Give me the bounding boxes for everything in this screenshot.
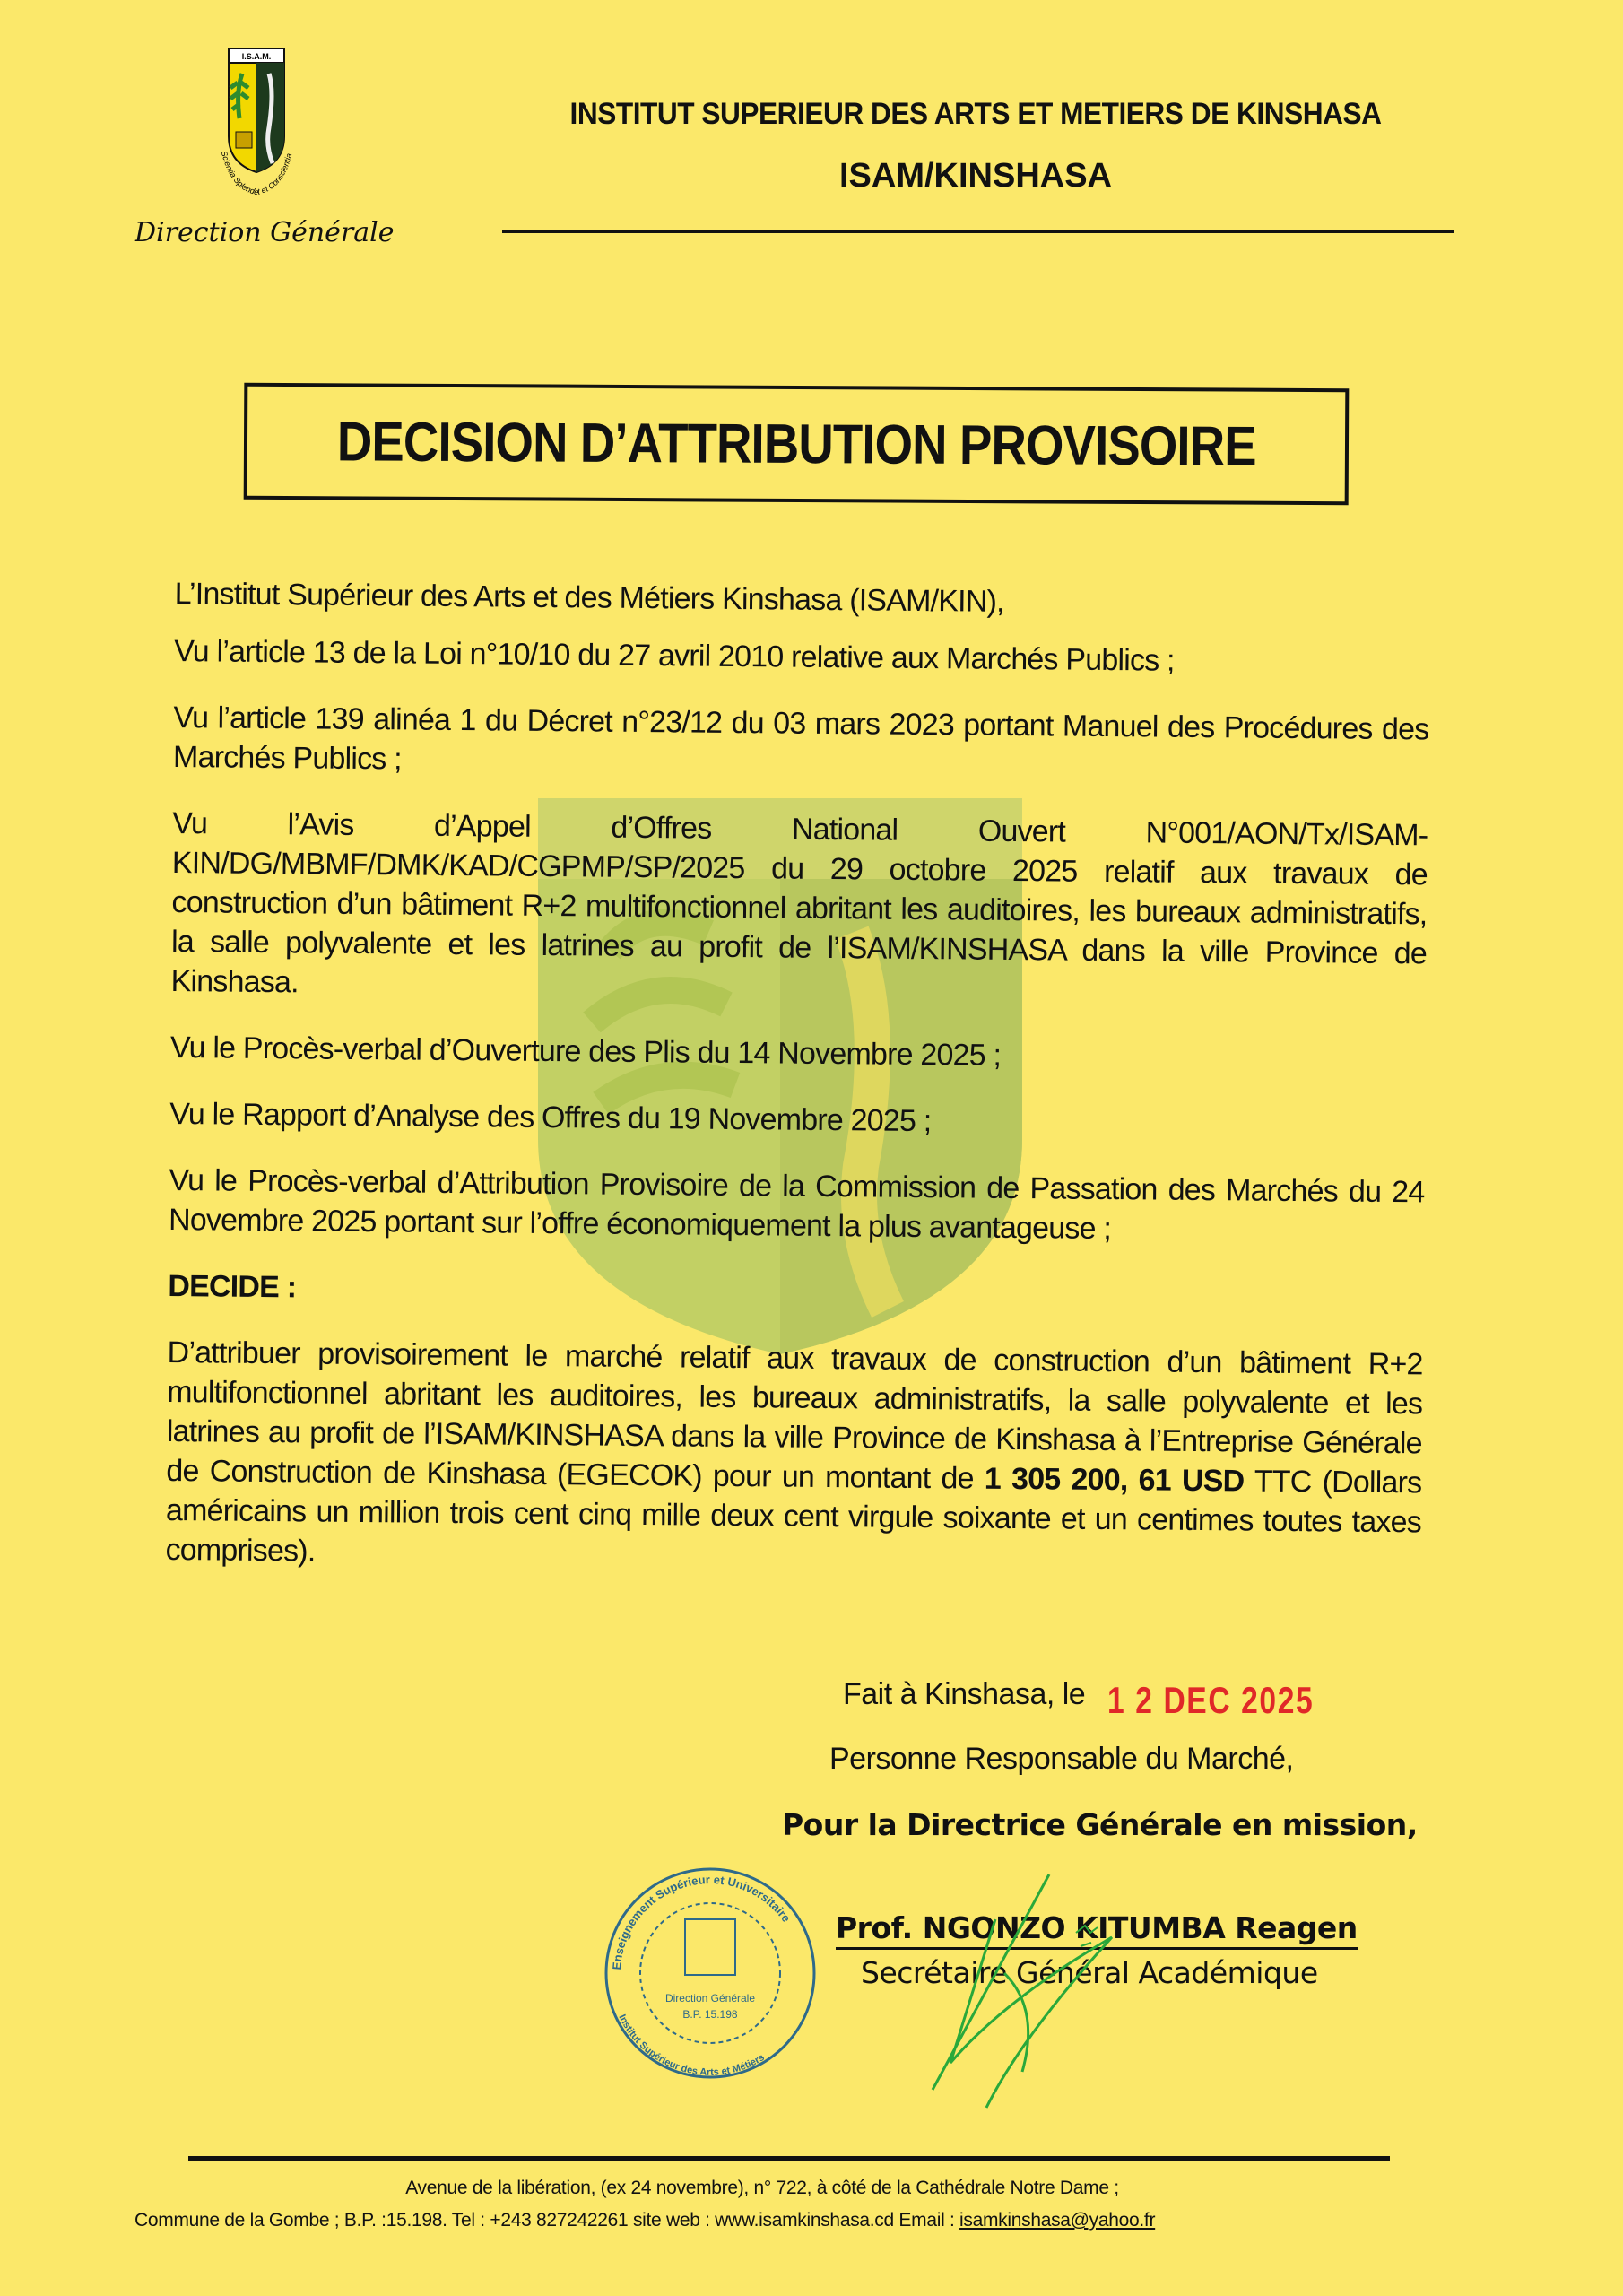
stamp-text-top: Enseignement Supérieur et Universitaire xyxy=(610,1873,794,1970)
footer-address: Avenue de la libération, (ex 24 novembre), n° 722, à côté de la Cathédrale Notre Dame ; xyxy=(405,2178,1119,2198)
stamp-text-bottom: Institut Supérieur des Arts et Métiers xyxy=(616,2013,767,2078)
stamp-bp: B.P. 15.198 xyxy=(682,2008,738,2021)
consideration-item: Vu le Procès-verbal d’Attribution Provisoire de la Commission de Passation des Marchés du 24 Novembre 2025 portant sur l’offre économiquement la plus avantageuse ; xyxy=(168,1162,1425,1247)
institution-name: INSTITUT SUPERIEUR DES ARTS ET METIERS DE KINSHASA xyxy=(569,97,1382,131)
logo-acronym: I.S.A.M. xyxy=(241,52,272,61)
consideration-item: Vu l’Avis d’Appel d’Offres National Ouvert N°001/AON/Tx/ISAM-KIN/DG/MBMF/DMK/KAD/CGPMP/SP/2025 du 29 octobre 2025 relatif aux travaux de construction d’un bâtiment R+2 multifonctionnel abritant les auditoires, les bureaux administratifs, la salle polyvalente et les latrines au profit de l’ISAM/KINSHASA dans la ville Province de Kinshasa. xyxy=(170,805,1428,1000)
signatory-name: Prof. NGONZO KITUMBA Reagen xyxy=(836,1910,1358,1950)
svg-text:Institut Supérieur des Arts et xyxy=(616,2013,766,2077)
document-title: DECISION D’ATTRIBUTION PROVISOIRE xyxy=(336,410,1256,478)
contract-amount: 1 305 200, 61 USD xyxy=(984,1461,1245,1499)
svg-text:Enseignement Supérieur et Univ xyxy=(610,1873,794,1970)
decision-text-end: TTC (Dollars américains un million trois cent cinq mille deux cent virgule soixante et un centimes toutes taxes comprises). xyxy=(165,1464,1422,1569)
handwritten-signature xyxy=(897,1866,1219,2117)
footer-email-link[interactable]: isamkinshasa@yahoo.fr xyxy=(959,2210,1156,2231)
isam-logo xyxy=(184,47,327,208)
decide-label: DECIDE : xyxy=(168,1268,297,1305)
consideration-item: Vu l’article 13 de la Loi n°10/10 du 27 avril 2010 relative aux Marchés Publics ; xyxy=(173,633,1175,678)
signatory-role: Personne Responsable du Marché, xyxy=(829,1742,1294,1776)
consideration-item: Vu le Procès-verbal d’Ouverture des Plis du 14 Novembre 2025 ; xyxy=(169,1030,1002,1073)
header-divider xyxy=(502,230,1454,233)
direction-generale-label: Direction Générale xyxy=(135,217,395,248)
logo-motto: Scientia Splendet et Conscientia xyxy=(219,150,294,197)
decision-body xyxy=(165,574,1430,1608)
footer-contact-text: Commune de la Gombe ; B.P. :15.198. Tel : +243 827242261 site web : www.isamkinshasa.cd Email : xyxy=(135,2210,960,2231)
institution-acronym: ISAM/KINSHASA xyxy=(838,157,1113,195)
signatory-position: Secrétaire Général Académique xyxy=(861,1955,1318,1990)
footer-contact xyxy=(135,2210,1390,2231)
footer-divider xyxy=(188,2156,1390,2161)
consideration-item: Vu l’article 139 alinéa 1 du Décret n°23/12 du 03 mars 2023 portant Manuel des Procédures des Marchés Publics ; xyxy=(172,700,1429,777)
place-label: Fait à Kinshasa, le xyxy=(843,1677,1086,1711)
consideration-item: Vu le Rapport d’Analyse des Offres du 19 Novembre 2025 ; xyxy=(169,1096,932,1139)
decision-text-start: D’attribuer provisoirement le marché relatif aux travaux de construction d’un bâtiment R+2 multifonctionnel abritant les auditoires, les bureaux administratifs, la salle polyvalente et les latrines au profit de l’ISAM/KINSHASA dans la ville Province de Kinshasa à l’Entreprise Générale de Construction de Kinshasa (EGECOK) pour un montant de xyxy=(166,1335,1423,1496)
stamp-center-text: Direction Générale xyxy=(664,1992,756,2005)
decision-text xyxy=(165,1333,1422,1581)
intro-text: L’Institut Supérieur des Arts et des Métiers Kinshasa (ISAM/KIN), xyxy=(174,576,1004,619)
official-stamp xyxy=(603,1866,818,2081)
document-title-box xyxy=(244,383,1350,505)
date-stamp: 1 2 DEC 2025 xyxy=(1107,1679,1315,1721)
on-behalf-label: Pour la Directrice Générale en mission, xyxy=(782,1807,1418,1842)
